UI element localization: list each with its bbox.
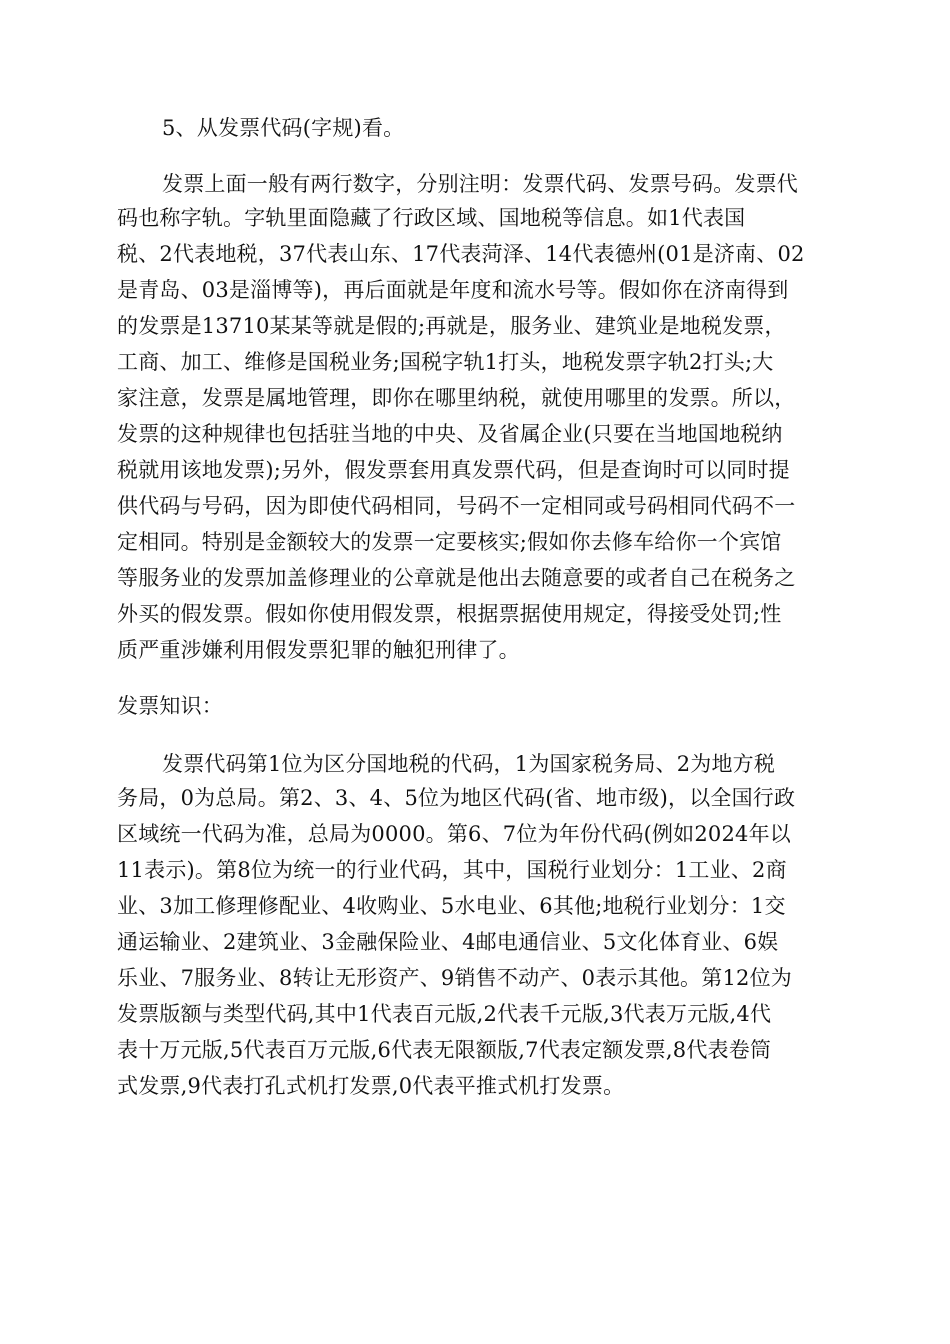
text-line: 定相同。特别是金额较大的发票一定要核实;假如你去修车给你一个宾馆 — [117, 530, 782, 554]
text-line: 发票的这种规律也包括驻当地的中央、及省属企业(只要在当地国地税纳 — [117, 422, 783, 446]
text-line: 发票代码第1位为区分国地税的代码，1为国家税务局、2为地方税 — [162, 752, 776, 776]
text-line: 式发票,9代表打孔式机打发票,0代表平推式机打发票。 — [117, 1074, 625, 1098]
text-line: 区域统一代码为准，总局为0000。第6、7位为年份代码(例如2024年以 — [117, 822, 791, 846]
text-line: 外买的假发票。假如你使用假发票，根据票据使用规定，得接受处罚;性 — [117, 602, 782, 626]
text-line: 等服务业的发票加盖修理业的公章就是他出去随意要的或者自己在税务之 — [117, 566, 796, 590]
text-line: 质严重涉嫌利用假发票犯罪的触犯刑律了。 — [117, 638, 520, 662]
text-line: 11表示)。第8位为统一的行业代码，其中，国税行业划分：1工业、2商 — [117, 858, 787, 882]
text-line: 的发票是13710某某等就是假的;再就是，服务业、建筑业是地税发票， — [117, 314, 786, 338]
text-line: 供代码与号码，因为即使代码相同，号码不一定相同或号码相同代码不一 — [117, 494, 796, 518]
text-line: 工商、加工、维修是国税业务;国税字轨1打头，地税发票字轨2打头;大 — [117, 350, 774, 374]
text-line: 表十万元版,5代表百万元版,6代表无限额版,7代表定额发票,8代表卷筒 — [117, 1038, 772, 1062]
text-line: 发票上面一般有两行数字，分别注明：发票代码、发票号码。发票代 — [162, 172, 798, 196]
text-line: 码也称字轨。字轨里面隐藏了行政区域、国地税等信息。如1代表国 — [117, 206, 746, 230]
text-line: 业、3加工修理修配业、4收购业、5水电业、6其他;地税行业划分：1交 — [117, 894, 786, 918]
text-line: 税就用该地发票);另外，假发票套用真发票代码，但是查询时可以同时提 — [117, 458, 790, 482]
text-line: 乐业、7服务业、8转让无形资产、9销售不动产、0表示其他。第12位为 — [117, 966, 792, 990]
text-line: 发票版额与类型代码,其中1代表百元版,2代表千元版,3代表万元版,4代 — [117, 1002, 772, 1026]
text-line: 通运输业、2建筑业、3金融保险业、4邮电通信业、5文化体育业、6娱 — [117, 930, 779, 954]
text-line: 家注意，发票是属地管理，即你在哪里纳税，就使用哪里的发票。所以， — [117, 386, 796, 410]
section-title: 发票知识： — [117, 694, 223, 718]
text-line: 税、2代表地税，37代表山东、17代表菏泽、14代表德州(01是济南、02 — [117, 242, 805, 266]
section-heading: 5、从发票代码(字规)看。 — [162, 116, 405, 140]
text-line: 是青岛、03是淄博等)，再后面就是年度和流水号等。假如你在济南得到 — [117, 278, 789, 302]
text-line: 务局，0为总局。第2、3、4、5位为地区代码(省、地市级)，以全国行政 — [117, 786, 796, 810]
